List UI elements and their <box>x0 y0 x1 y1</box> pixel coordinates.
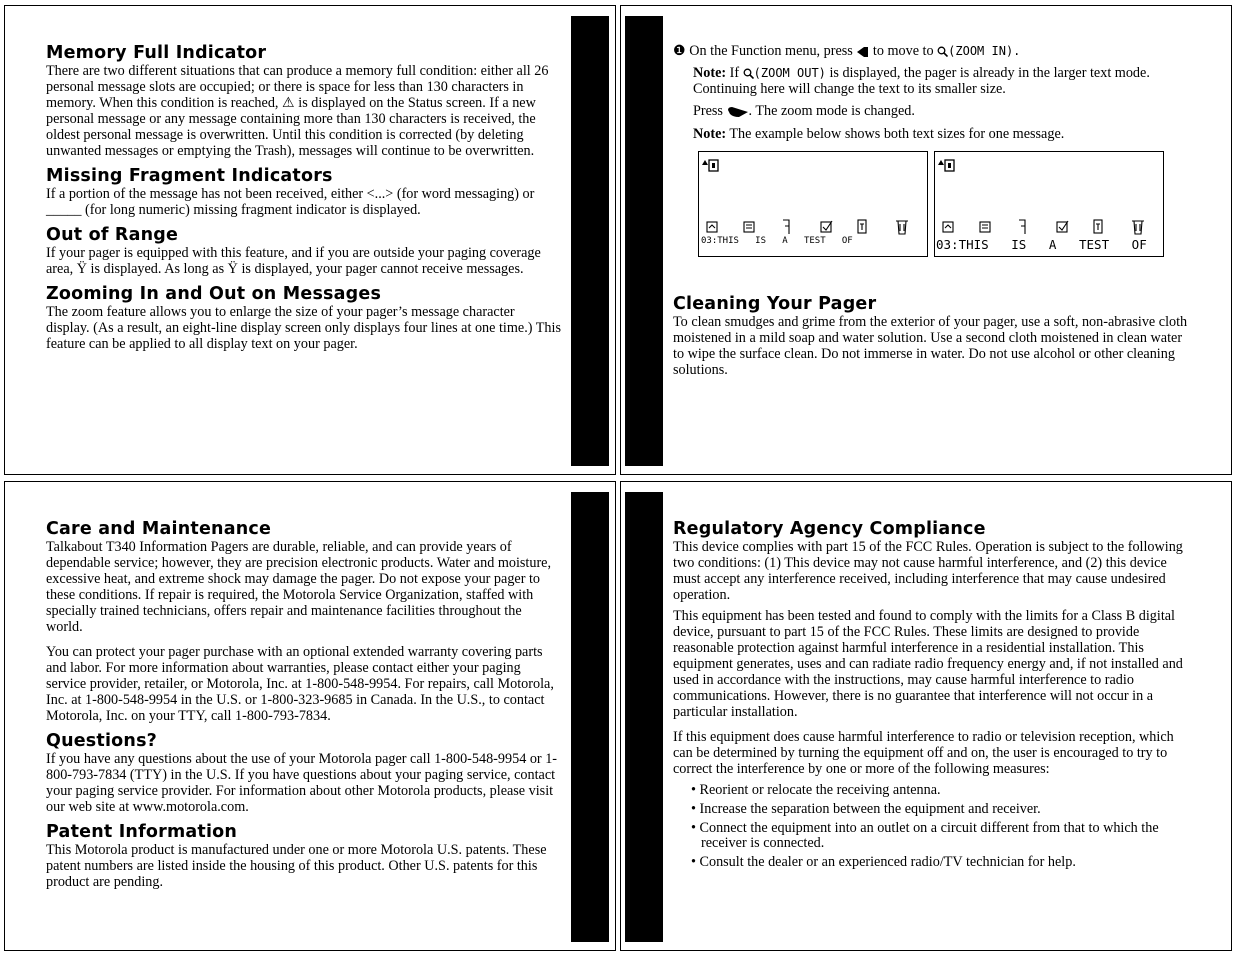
note2-label: Note: <box>693 126 727 142</box>
panel-bottom-right <box>620 481 1232 951</box>
section-out-of-range <box>46 226 561 277</box>
regulatory-text-3: If this equipment does cause harmful interference to radio or television reception, which can be determined by turning the equipment off and on, the user is encouraged to try to correct the interference by one or more of the following measures: <box>673 729 1174 777</box>
scroll-indicator-icon <box>702 160 718 171</box>
magnifier-icon <box>743 68 754 79</box>
heading-memory-full: Memory Full Indicator <box>46 43 267 63</box>
scroll-indicator-icon <box>938 160 954 171</box>
heading-out-of-range: Out of Range <box>46 225 179 245</box>
note-example <box>693 126 1193 142</box>
section-missing-fragment <box>46 167 561 218</box>
top-left-content <box>46 44 561 360</box>
pager-screen-small <box>698 151 928 257</box>
panel-top-left <box>4 5 616 475</box>
note2-text: The example below shows both text sizes for one message. <box>729 126 1065 142</box>
select-button-icon <box>727 107 749 117</box>
list-item: • Increase the separation between the equipment and receiver. <box>691 801 1041 817</box>
step-text-b: to move to <box>872 43 934 59</box>
status-icon-row <box>707 220 908 234</box>
heading-zoom: Zooming In and Out on Messages <box>46 284 382 304</box>
zoom-in-label: (ZOOM IN). <box>948 44 1021 58</box>
section-patent <box>46 823 561 890</box>
section-questions <box>46 732 561 815</box>
step-text-a: On the Function menu, press <box>689 43 853 59</box>
out-of-range-text: If your pager is equipped with this feature, and if you are outside your paging coverage area, Ÿ is displayed. As long as Ÿ is displayed, your pager cannot receive messages. <box>46 245 541 277</box>
top-right-content <box>673 43 1193 142</box>
note1-b: is displayed, the pager is already in the larger text mode. Continuing here will change the text to its smaller size. <box>693 65 1150 97</box>
cleaning-section <box>673 295 1188 378</box>
screen-large-message: 03:THIS IS A TEST OF <box>936 237 1147 252</box>
press-instruction <box>693 103 1193 119</box>
measures-list <box>673 783 1188 870</box>
step-number: ❶ <box>673 43 686 59</box>
list-item: • Consult the dealer or an experienced radio/TV technician for help. <box>691 854 1076 870</box>
press-label: Press <box>693 103 723 119</box>
zoom-text: The zoom feature allows you to enlarge the size of your pager’s message character display. (As a result, an eight-line display screen only displays four lines at one time.) This feature can be applied to all display text on your pager. <box>46 304 561 352</box>
regulatory-text-2: This equipment has been tested and found to comply with the limits for a Class B digital device, pursuant to part 15 of the FCC Rules. These limits are designed to provide reasonable protection against harmful interference in a residential installation. This equipment generates, uses and can radiate radio frequency energy and, if not installed and used in accordance with the instructions, may cause harmful interference to radio communications. However, there is no guarantee that interference will not occur in a particular installation. <box>673 608 1183 720</box>
screen-small-message: 03:THIS IS A TEST OF <box>701 236 853 246</box>
patent-text: This Motorola product is manufactured under one or more Motorola U.S. patents. These patent numbers are listed inside the housing of this product. Other U.S. patents for this product are pending. <box>46 842 547 890</box>
pager-screen-large <box>934 151 1164 257</box>
panel-bottom-left <box>4 481 616 951</box>
heading-missing-fragment: Missing Fragment Indicators <box>46 166 333 186</box>
note1-a: If <box>729 65 740 81</box>
regulatory-section <box>673 520 1188 874</box>
regulatory-text-1: This device complies with part 15 of the FCC Rules. Operation is subject to the following two conditions: (1) This device may not cause harmful interference, and (2) this device must accept any interference received, including interference that may cause undesired operation. <box>673 539 1183 603</box>
section-zoom <box>46 285 561 352</box>
missing-fragment-text: If a portion of the message has not been received, either <...> (for word messaging) or _____ (for long numeric) missing fragment indicator is displayed. <box>46 186 535 218</box>
section-care <box>46 520 561 724</box>
step-notes <box>673 65 1193 142</box>
cleaning-text: To clean smudges and grime from the exterior of your pager, use a soft, non-abrasive cloth moistened in a mild soap and water solution. Use a second cloth moistened in clean water to wipe the surface clean. Do not immerse in water. Do not use alcohol or other cleaning solutions. <box>673 314 1188 378</box>
step-1 <box>673 43 1193 59</box>
section-memory-full <box>46 44 561 159</box>
page-tab-right <box>571 16 609 466</box>
heading-regulatory: Regulatory Agency Compliance <box>673 519 986 539</box>
magnifier-icon <box>937 46 948 57</box>
note-zoom-out <box>693 65 1193 97</box>
heading-cleaning: Cleaning Your Pager <box>673 294 877 314</box>
heading-care: Care and Maintenance <box>46 519 272 539</box>
care-text-1: Talkabout T340 Information Pagers are durable, reliable, and can provide years of dependable service; however, they are precision electronic products. Water and moisture, excessive heat, and extreme shock may damage the pager. Do not expose your pager to these conditions. If repair is required, the Motorola Service Organization, staffed with specially trained technicians, offers repair and maintenance facilities throughout the world. <box>46 539 552 635</box>
list-item: • Reorient or relocate the receiving antenna. <box>691 782 941 798</box>
bottom-left-content <box>46 520 561 898</box>
list-item: • Connect the equipment into an outlet on a circuit different from that to which the receiver is connected. <box>691 820 1159 851</box>
care-text-2: You can protect your pager purchase with an optional extended warranty covering parts and labor. For more information about warranties, please contact either your paging service provider, retailer, or Motorola, Inc. at 1-800-548-9954. For repairs, call Motorola, Inc. at 1-800-548-9954 in the U.S. or 1-800-323-9685 in Canada. In the U.S., to contact Motorola, Inc. on your TTY, call 1-800-793-7834. <box>46 644 554 724</box>
heading-patent: Patent Information <box>46 822 238 842</box>
note1-label: Note: <box>693 65 727 81</box>
left-arrow-button-icon <box>856 47 869 57</box>
questions-text: If you have any questions about the use of your Motorola pager call 1-800-548-9954 or 1-800-793-7834 (TTY) in the U.S. If you have questions about your paging service, contact your paging service provider. For information about other Motorola products, please visit our web site at www.motorola.com. <box>46 751 558 815</box>
page-tab-left <box>625 16 663 466</box>
status-icon-row <box>943 220 1144 234</box>
panel-top-right <box>620 5 1232 475</box>
heading-questions: Questions? <box>46 731 158 751</box>
page-tab-left <box>625 492 663 942</box>
memory-full-text: There are two different situations that can produce a memory full condition: either all 26 personal message slots are occupied; or there is space for less than 130 characters in memory. When this condition is reached, ⚠ is displayed on the Status screen. If a new personal message or any message containing more than 130 characters is received, the oldest personal message is overwritten. Until this condition is corrected (by deleting unwanted messages or emptying the Trash), messages will continue to be overwritten. <box>46 63 549 159</box>
page-tab-right <box>571 492 609 942</box>
zoom-out-label: (ZOOM OUT) <box>753 66 826 80</box>
press-after: . The zoom mode is changed. <box>748 103 915 119</box>
